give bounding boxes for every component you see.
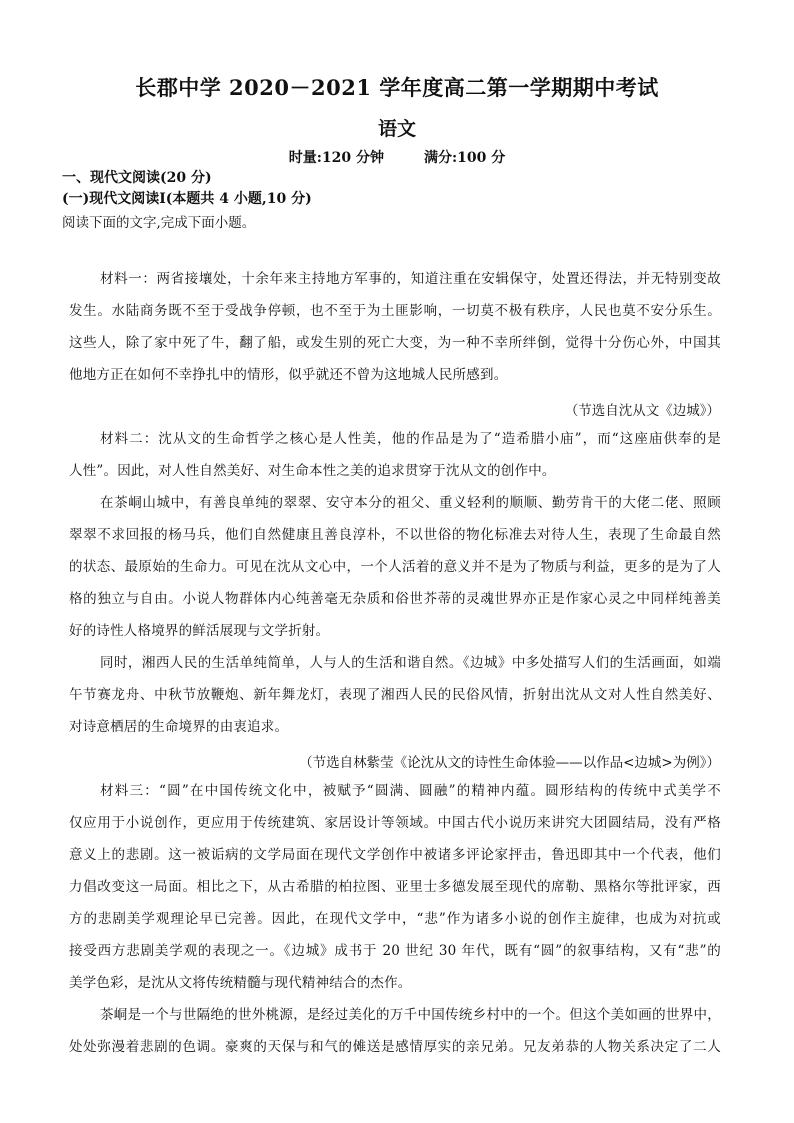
text-line: 他地方正在如何不幸挣扎中的情形，似乎就还不曾为这地城人民所感到。	[69, 367, 508, 383]
exam-title: 长郡中学 2020－2021 学年度高二第一学期期中考试	[135, 75, 659, 100]
text-line: 发生。水陆商务既不至于受战争停顿，也不至于为土匪影响，一切莫不极有秩序，人民也莫不安分乐生。	[69, 303, 721, 319]
time-limit: 时量:120 分钟	[288, 150, 384, 166]
section-subheading: (一)现代文阅读Ⅰ(本题共 4 小题,10 分)	[62, 191, 312, 207]
text-line: 美学色彩，是沈从文将传统精髓与现代精神结合的杰作。	[69, 975, 412, 991]
exam-meta	[0, 147, 794, 167]
text-line: 对诗意栖居的生命境界的由衷追求。	[69, 719, 289, 735]
text-line: 意义上的悲剧。这一被诟病的文学局面在现代文学创作中被诸多评论家抨击，鲁迅即其中一个代表，他们	[69, 847, 721, 863]
subject-title: 语文	[377, 118, 416, 140]
text-line: 的状态、最原始的生命力。可见在沈从文心中，一个人活着的意义并不是为了物质与利益，更多的是为了人	[69, 559, 721, 575]
instruction-text: 阅读下面的文字,完成下面小题。	[62, 215, 256, 231]
text-line: 材料二：沈从文的生命哲学之核心是人性美，他的作品是为了“造希腊小庙”，而“这座庙供奉的是	[100, 431, 721, 447]
text-line: 同时，湘西人民的生活单纯简单，人与人的生活和谐自然。《边城》中多处描写人们的生活画面，如端	[100, 655, 721, 671]
text-line: 在茶峒山城中，有善良单纯的翠翠、安守本分的祖父、重义轻利的顺顺、勤劳肯干的大佬二佬、照顾	[100, 495, 721, 511]
text-line: 处处弥漫着悲剧的色调。豪爽的天保与和气的傩送是感情厚实的亲兄弟。兄友弟恭的人物关系决定了二人	[69, 1039, 721, 1055]
text-line: 翠翠不求回报的杨马兵，他们自然健康且善良淳朴，不以世俗的物化标准去对待人生，表现了生命最自然	[69, 527, 721, 543]
source-citation: （节选自沈从文《边城》）	[564, 403, 720, 419]
section-heading: 一、现代文阅读(20 分)	[62, 170, 212, 186]
text-line: 材料三：“圆”在中国传统文化中，被赋予“圆满、圆融”的精神内蕴。圆形结构的传统中式美学不	[100, 783, 721, 799]
text-line: 力倡改变这一局面。相比之下，从古希腊的柏拉图、亚里士多德发展至现代的席勒、黑格尔等批评家，西	[69, 879, 721, 895]
text-line: 午节赛龙舟、中秋节放鞭炮、新年舞龙灯，表现了湘西人民的民俗风情，折射出沈从文对人性自然美好、	[69, 687, 721, 703]
text-line: 人性”。因此，对人性自然美好、对生命本性之美的追求贯穿于沈从文的创作中。	[69, 463, 556, 479]
text-line: 仅应用于小说创作，更应用于传统建筑、家居设计等领域。中国古代小说历来讲究大团圆结局，没有严格	[69, 815, 721, 831]
source-citation: （节选自林紫莹《论沈从文的诗性生命体验——以作品<边城>为例》）	[299, 755, 720, 771]
text-line: 格的独立与自由。小说人物群体内心纯善毫无杂质和俗世芥蒂的灵魂世界亦正是作家心灵之中同样纯善美	[69, 591, 721, 607]
text-line: 这些人，除了家中死了牛，翻了船，或发生别的死亡大变，为一种不幸所绊倒，觉得十分伤心外，中国其	[69, 335, 721, 351]
text-line: 材料一：两省接壤处，十余年来主持地方军事的，知道注重在安辑保守，处置还得法，并无特别变故	[100, 271, 721, 287]
full-score: 满分:100 分	[424, 150, 506, 166]
text-line: 接受西方悲剧美学观的表现之一。《边城》成书于 20 世纪 30 年代，既有“圆”的叙事结构，又有“悲”的	[69, 943, 721, 959]
text-line: 好的诗性人格境界的鲜活展现与文学折射。	[69, 623, 330, 639]
text-line: 茶峒是一个与世隔绝的世外桃源，是经过美化的万千中国传统乡村中的一个。但这个美如画的世界中，	[100, 1007, 721, 1023]
text-line: 方的悲剧美学观理论早已完善。因此，在现代文学中，“悲”作为诸多小说的创作主旋律，也成为对抗或	[69, 911, 721, 927]
